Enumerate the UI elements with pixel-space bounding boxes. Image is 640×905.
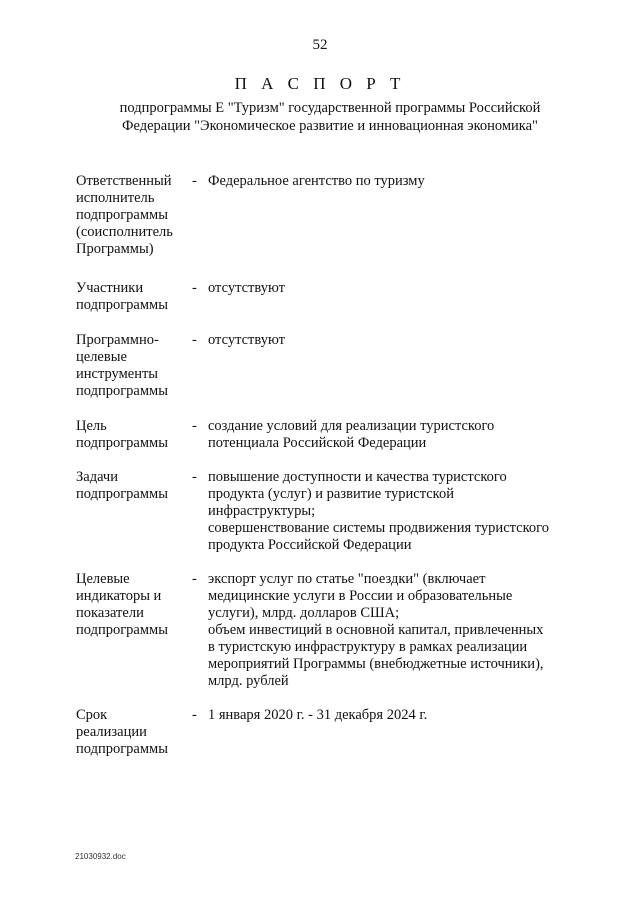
page-number: 52 bbox=[312, 37, 328, 53]
row-value bbox=[208, 332, 576, 349]
row-value-line: 1 января 2020 г. - 31 декабря 2024 г. bbox=[208, 707, 428, 723]
row-label bbox=[76, 418, 188, 452]
row-label-line: Задачи bbox=[76, 469, 118, 485]
row-value-line: услуги), млрд. долларов США; bbox=[208, 605, 400, 621]
row-dash: - bbox=[192, 280, 197, 296]
row-dash: - bbox=[192, 469, 197, 485]
row-value bbox=[208, 571, 576, 690]
row-label bbox=[76, 469, 188, 503]
row-label-line: подпрограммы bbox=[76, 383, 168, 399]
row-label-line: подпрограммы bbox=[76, 486, 168, 502]
row-label-line: индикаторы и bbox=[76, 588, 162, 604]
row-value-line: потенциала Российской Федерации bbox=[208, 435, 427, 451]
row-value-line: отсутствуют bbox=[208, 280, 285, 296]
row-label-line: реализации bbox=[76, 724, 147, 740]
passport-row bbox=[76, 418, 576, 452]
document-subtitle bbox=[60, 99, 600, 135]
passport-row bbox=[76, 571, 576, 690]
passport-row bbox=[76, 469, 576, 554]
row-label bbox=[76, 571, 188, 639]
row-label-line: Участники bbox=[76, 280, 144, 296]
row-value-line: отсутствуют bbox=[208, 332, 285, 348]
row-dash: - bbox=[192, 571, 197, 587]
row-label bbox=[76, 280, 188, 314]
row-value-line: инфраструктуры; bbox=[208, 503, 316, 519]
row-label-line: показатели bbox=[76, 605, 144, 621]
row-label bbox=[76, 173, 188, 258]
row-label-line: подпрограммы bbox=[76, 297, 168, 313]
row-label-line: инструменты bbox=[76, 366, 159, 382]
row-value bbox=[208, 418, 576, 452]
row-label-line: целевые bbox=[76, 349, 127, 365]
row-label-line: Цель bbox=[76, 418, 107, 434]
file-reference: 21030932.doc bbox=[75, 852, 126, 861]
row-value-line: в туристскую инфраструктуру в рамках реализации bbox=[208, 639, 528, 655]
row-value-line: продукта (услуг) и развитие туристской bbox=[208, 486, 454, 502]
row-label bbox=[76, 707, 188, 758]
row-value-line: млрд. рублей bbox=[208, 673, 289, 689]
row-dash: - bbox=[192, 707, 197, 723]
row-dash: - bbox=[192, 173, 197, 189]
row-value-line: экспорт услуг по статье "поездки" (включает bbox=[208, 571, 486, 587]
row-label-line: (соисполнитель bbox=[76, 224, 173, 240]
row-label-line: исполнитель bbox=[76, 190, 155, 206]
row-dash: - bbox=[192, 418, 197, 434]
row-value-line: продукта Российской Федерации bbox=[208, 537, 412, 553]
row-label-line: подпрограммы bbox=[76, 741, 168, 757]
row-dash: - bbox=[192, 332, 197, 348]
row-label-line: подпрограммы bbox=[76, 207, 168, 223]
row-label-line: Срок bbox=[76, 707, 108, 723]
row-value bbox=[208, 707, 576, 724]
row-value-line: совершенствование системы продвижения туристского bbox=[208, 520, 549, 536]
row-label-line: Программно- bbox=[76, 332, 159, 348]
row-label-line: Программы) bbox=[76, 241, 154, 257]
passport-row bbox=[76, 707, 576, 758]
row-label bbox=[76, 332, 188, 400]
subtitle-line: подпрограммы Е "Туризм" государственной программы Российской bbox=[119, 100, 541, 116]
row-value bbox=[208, 280, 576, 297]
row-label-line: Ответственный bbox=[76, 173, 172, 189]
row-label-line: подпрограммы bbox=[76, 622, 168, 638]
passport-row bbox=[76, 332, 576, 400]
passport-table bbox=[76, 173, 576, 758]
row-label-line: Целевые bbox=[76, 571, 130, 587]
row-value-line: мероприятий Программы (внебюджетные источники), bbox=[208, 656, 544, 672]
passport-row bbox=[76, 280, 576, 314]
row-value-line: объем инвестиций в основной капитал, привлеченных bbox=[208, 622, 544, 638]
row-value-line: Федеральное агентство по туризму bbox=[208, 173, 425, 189]
row-label-line: подпрограммы bbox=[76, 435, 168, 451]
row-value-line: медицинские услуги в России и образовательные bbox=[208, 588, 513, 604]
passport-row bbox=[76, 173, 576, 258]
row-value bbox=[208, 469, 576, 554]
row-value-line: повышение доступности и качества туристского bbox=[208, 469, 507, 485]
row-value bbox=[208, 173, 576, 190]
subtitle-line: Федерации "Экономическое развитие и инновационная экономика" bbox=[122, 118, 538, 134]
document-title: П А С П О Р Т bbox=[234, 74, 406, 93]
row-value-line: создание условий для реализации туристского bbox=[208, 418, 495, 434]
